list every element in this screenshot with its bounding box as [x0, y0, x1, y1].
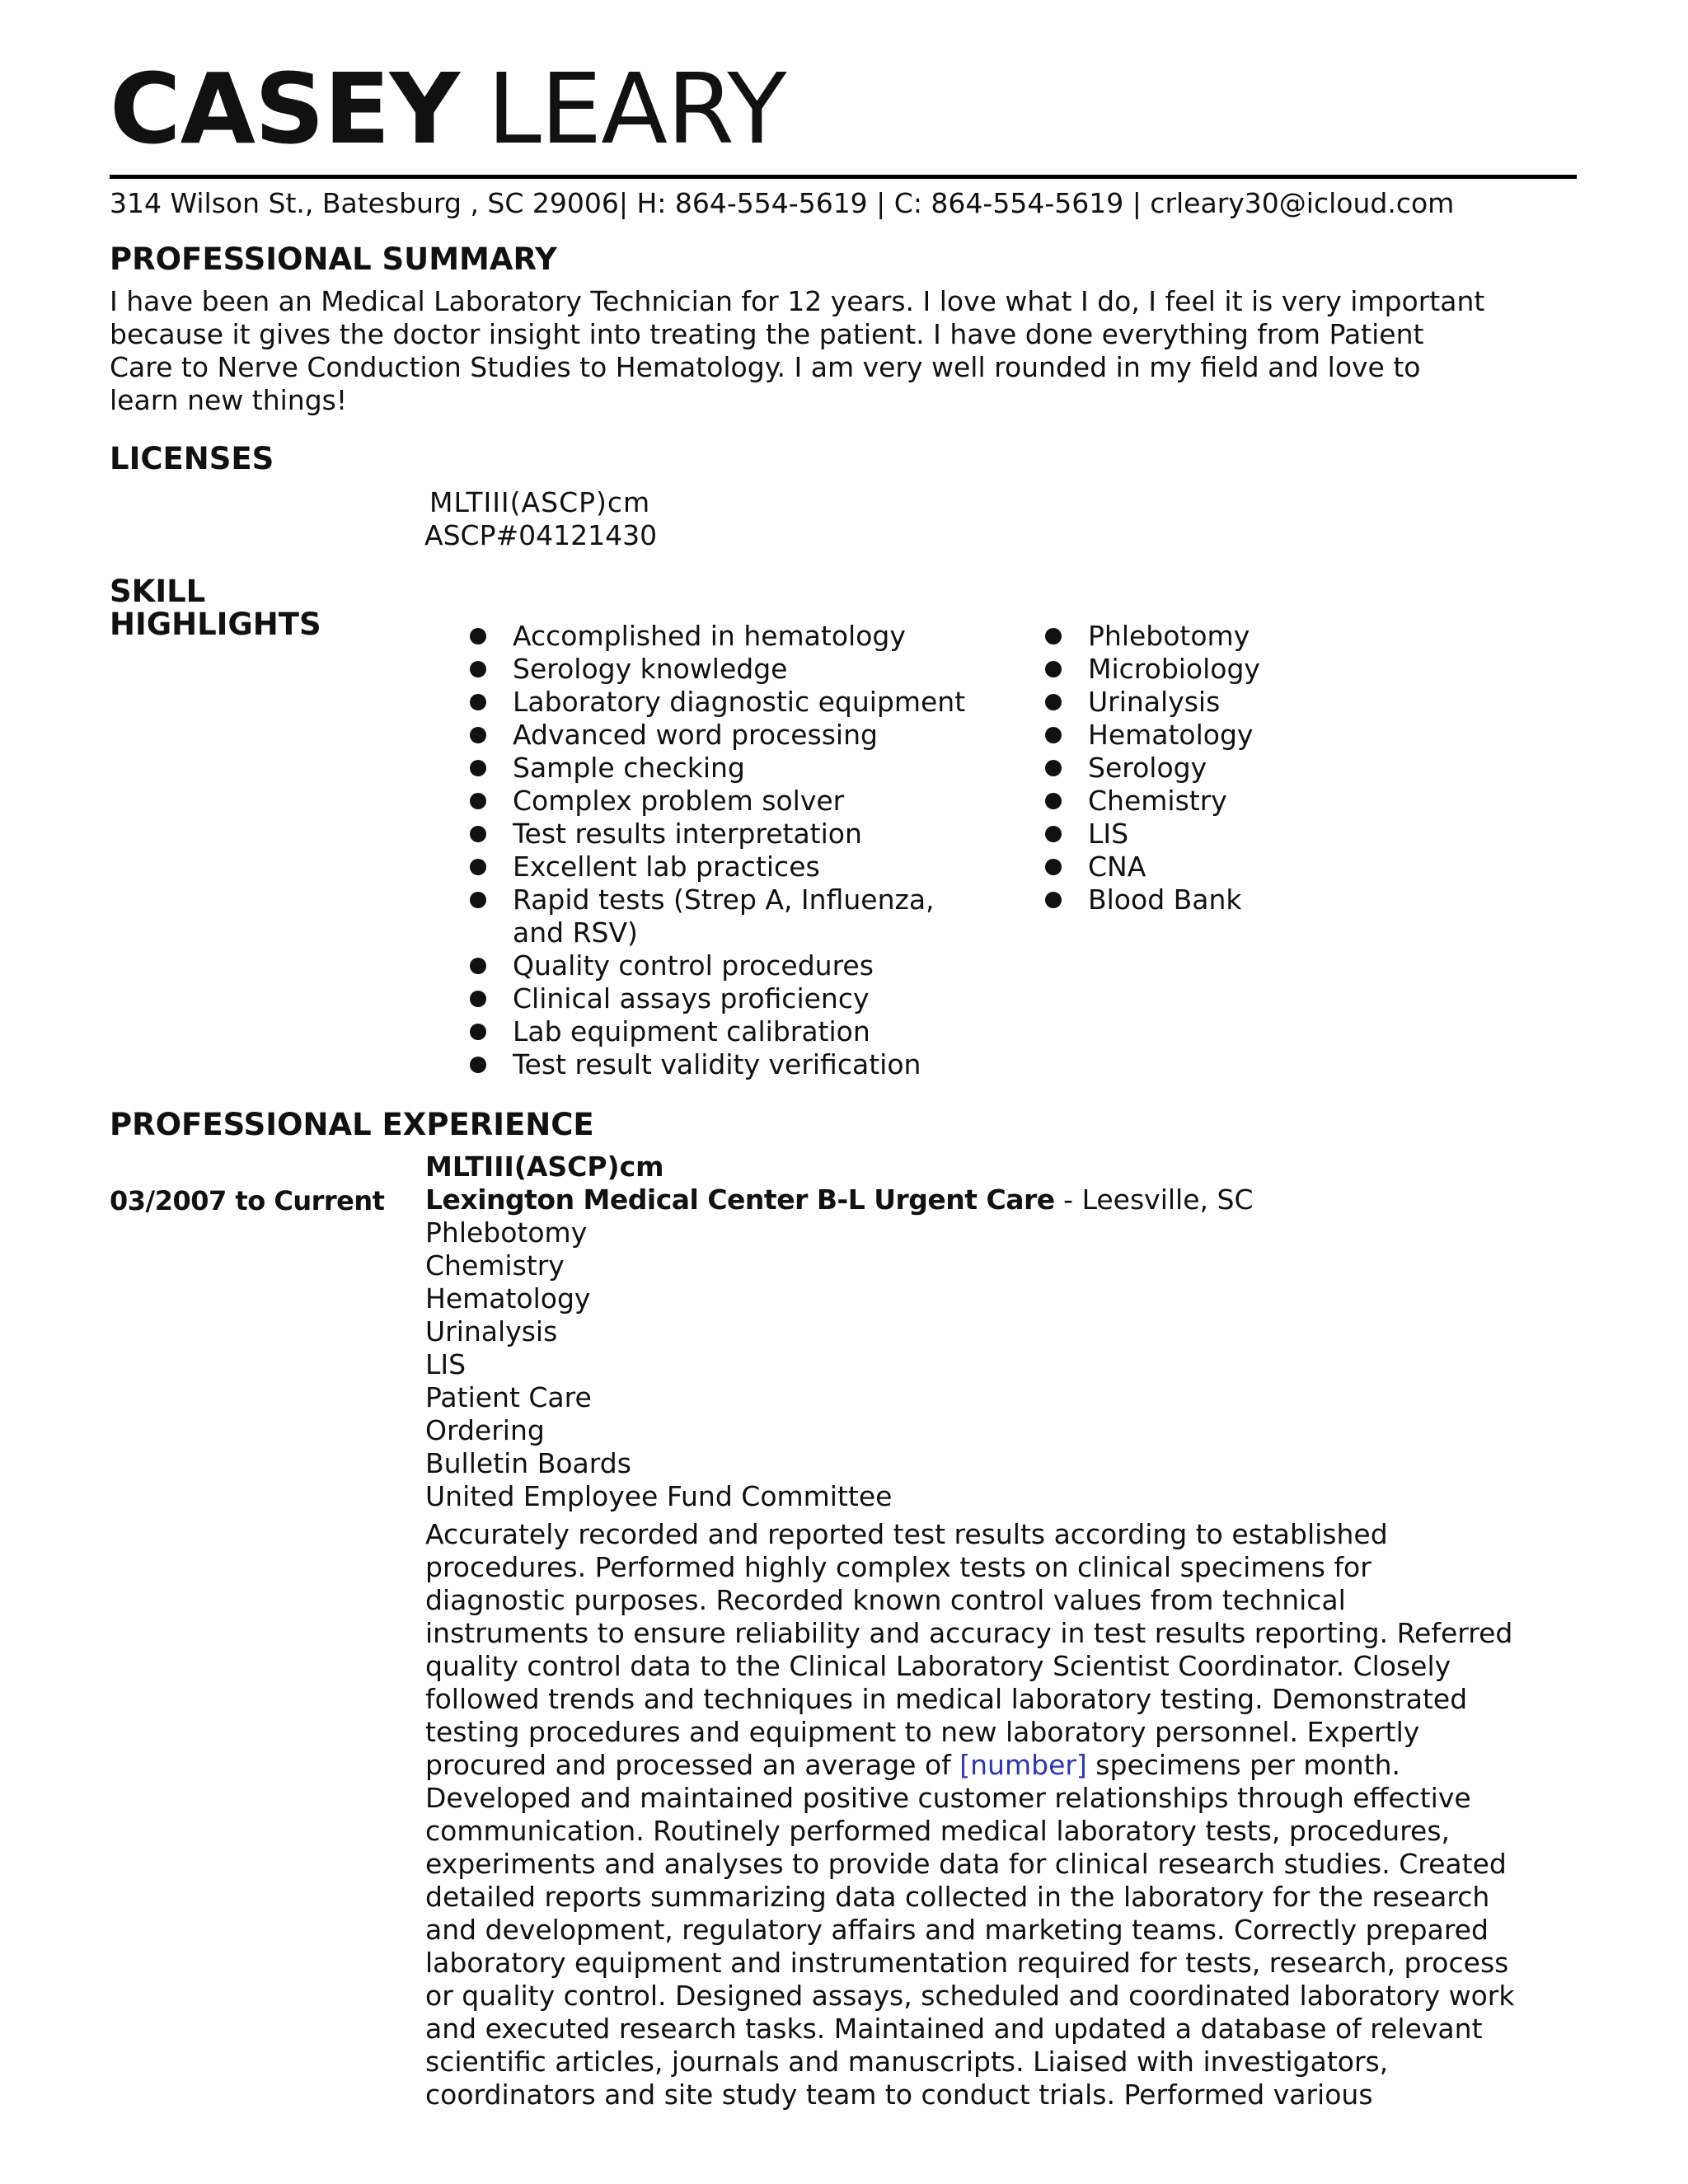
skill-text: Advanced word processing [513, 719, 878, 751]
contact-line: 314 Wilson St., Batesburg , SC 29006| H: 864-554-5619 | C: 864-554-5619 | crleary30@icloud.com [110, 187, 1455, 219]
bullet-icon [470, 859, 486, 875]
list-item [470, 818, 997, 851]
list-item [470, 851, 997, 883]
description-line: laboratory equipment and instrumentation required for tests, research, process [425, 1947, 1509, 1979]
list-item [470, 982, 997, 1015]
bullet-icon [1045, 859, 1062, 875]
list-item [470, 653, 997, 686]
skill-text: Accomplished in hematology [513, 620, 906, 652]
list-item [1045, 851, 1507, 883]
skill-text: Phlebotomy [1088, 620, 1250, 652]
list-item: Chemistry [425, 1249, 565, 1282]
description-line: detailed reports summarizing data collected in the laboratory for the research [425, 1881, 1490, 1913]
list-item [470, 949, 997, 982]
bullet-icon [1045, 826, 1062, 842]
list-item: Phlebotomy [425, 1216, 588, 1249]
bullet-icon [1045, 760, 1062, 776]
skill-text: Laboratory diagnostic equipment [513, 686, 966, 718]
list-item [470, 1048, 997, 1081]
description-line: diagnostic purposes. Recorded known control values from technical [425, 1584, 1346, 1616]
skill-text: Excellent lab practices [513, 851, 820, 883]
list-item [1045, 620, 1507, 653]
list-item [470, 785, 997, 818]
description-line: experiments and analyses to provide data for clinical research studies. Created [425, 1848, 1507, 1880]
summary-line: I have been an Medical Laboratory Technician for 12 years. I love what I do, I feel it is very important [110, 285, 1485, 317]
list-item: LIS [425, 1348, 467, 1380]
skill-text: Quality control procedures [513, 949, 874, 982]
employer-name: Lexington Medical Center B-L Urgent Care [425, 1183, 1055, 1216]
list-item: Ordering [425, 1414, 545, 1446]
bullet-icon [470, 694, 486, 710]
license-item: MLTIII(ASCP)cm [429, 486, 651, 518]
skill-text: Complex problem solver [513, 785, 845, 817]
description-line: and development, regulatory affairs and marketing teams. Correctly prepared [425, 1914, 1489, 1946]
job-location: - Leesville, SC [1054, 1183, 1254, 1216]
list-item [470, 719, 997, 752]
list-item: Bulletin Boards [425, 1447, 631, 1479]
bullet-icon [1045, 892, 1062, 908]
list-item [1045, 752, 1507, 785]
list-item: United Employee Fund Committee [425, 1480, 893, 1512]
skills-heading [110, 575, 321, 641]
description-line: procedures. Performed highly complex tests on clinical specimens for [425, 1551, 1372, 1583]
bullet-icon [470, 628, 486, 644]
skill-text: CNA [1088, 851, 1146, 883]
skill-text: Urinalysis [1088, 686, 1221, 718]
licenses-heading: LICENSES [110, 441, 274, 476]
job-entry [425, 1151, 1515, 2111]
list-item: Hematology [425, 1282, 591, 1315]
description-line: quality control data to the Clinical Laboratory Scientist Coordinator. Closely [425, 1650, 1451, 1682]
bullet-icon [1045, 628, 1062, 644]
list-item [1045, 883, 1507, 916]
first-name: CASEY [110, 52, 459, 166]
description-line: Accurately recorded and reported test results according to established [425, 1518, 1388, 1550]
skill-text: Blood Bank [1088, 883, 1242, 916]
skill-text: Test results interpretation [513, 818, 862, 850]
skill-text: Test result validity verification [513, 1048, 921, 1080]
job-dates: 03/2007 to Current [110, 1185, 385, 1216]
description-line: communication. Routinely performed medical laboratory tests, procedures, [425, 1815, 1451, 1847]
description-line: instruments to ensure reliability and accuracy in test results reporting. Referred [425, 1617, 1513, 1649]
bullet-icon [470, 727, 486, 743]
bullet-icon [470, 760, 486, 776]
list-item [1045, 818, 1507, 851]
license-item: ASCP#04121430 [424, 519, 658, 551]
description-line: testing procedures and equipment to new laboratory personnel. Expertly [425, 1716, 1420, 1748]
skill-text: Lab equipment calibration [513, 1015, 870, 1047]
list-item: Patient Care [425, 1381, 592, 1413]
skill-text: Chemistry [1088, 785, 1227, 817]
bullet-icon [1045, 793, 1062, 809]
list-item [1045, 653, 1507, 686]
list-item [1045, 719, 1507, 752]
summary-heading: PROFESSIONAL SUMMARY [110, 241, 557, 277]
description-line [425, 1749, 1480, 1782]
summary-line: because it gives the doctor insight into treating the patient. I have done everything from Patient [110, 318, 1424, 350]
bullet-icon [470, 1024, 486, 1040]
list-item [470, 1015, 997, 1048]
description-line: followed trends and techniques in medical laboratory testing. Demonstrated [425, 1683, 1468, 1715]
bullet-icon [470, 892, 486, 908]
list-item [1045, 686, 1507, 719]
bullet-icon [470, 661, 486, 677]
bullet-icon [470, 958, 486, 974]
list-item [470, 883, 941, 949]
job-duties [425, 1216, 1480, 1513]
description-line: scientific articles, journals and manuscripts. Liaised with investigators, [425, 2046, 1389, 2078]
bullet-icon [470, 826, 486, 842]
skill-text: LIS [1088, 818, 1129, 850]
experience-heading: PROFESSIONAL EXPERIENCE [110, 1107, 594, 1142]
list-item [470, 752, 997, 785]
header-divider [110, 175, 1577, 179]
skill-text: Rapid tests (Strep A, Influenza, and RSV) [513, 883, 935, 949]
skill-text: Sample checking [513, 752, 745, 784]
bullet-icon [470, 793, 486, 809]
description-text: procured and processed an average of [425, 1749, 960, 1781]
bullet-icon [1045, 727, 1062, 743]
description-line: coordinators and site study team to conduct trials. Performed various [425, 2079, 1373, 2111]
skills-heading-line: SKILL [110, 574, 206, 609]
bullet-icon [1045, 661, 1062, 677]
skill-text: Microbiology [1088, 653, 1260, 685]
summary-line: learn new things! [110, 384, 348, 416]
job-title: MLTIII(ASCP)cm [425, 1151, 664, 1183]
bullet-icon [470, 1057, 486, 1073]
summary-text [110, 285, 1485, 417]
list-item [1045, 785, 1507, 818]
description-line: Developed and maintained positive customer relationships through effective [425, 1782, 1471, 1814]
list-item [470, 686, 997, 719]
skill-text: Serology [1088, 752, 1207, 784]
description-line: and executed research tasks. Maintained and updated a database of relevant [425, 2013, 1483, 2045]
skill-text: Hematology [1088, 719, 1254, 751]
candidate-name [110, 51, 786, 166]
skills-list-left [470, 620, 997, 1081]
skill-text: Serology knowledge [513, 653, 788, 685]
last-name: LEARY [486, 52, 786, 166]
bullet-icon [1045, 694, 1062, 710]
licenses-list [424, 486, 657, 552]
description-text: specimens per month. [1086, 1749, 1401, 1781]
list-item [470, 620, 997, 653]
summary-line: Care to Nerve Conduction Studies to Hematology. I am very well rounded in my field and love to [110, 351, 1421, 383]
skill-text: Clinical assays proficiency [513, 982, 870, 1015]
bullet-icon [470, 991, 486, 1007]
description-line: or quality control. Designed assays, scheduled and coordinated laboratory work [425, 1980, 1515, 2012]
skills-list-right [1045, 620, 1507, 916]
number-placeholder: [number] [959, 1749, 1087, 1781]
job-employer-line [425, 1183, 1480, 1216]
list-item: Urinalysis [425, 1315, 558, 1347]
job-description [425, 1518, 1515, 2111]
skills-heading-line: HIGHLIGHTS [110, 607, 321, 642]
